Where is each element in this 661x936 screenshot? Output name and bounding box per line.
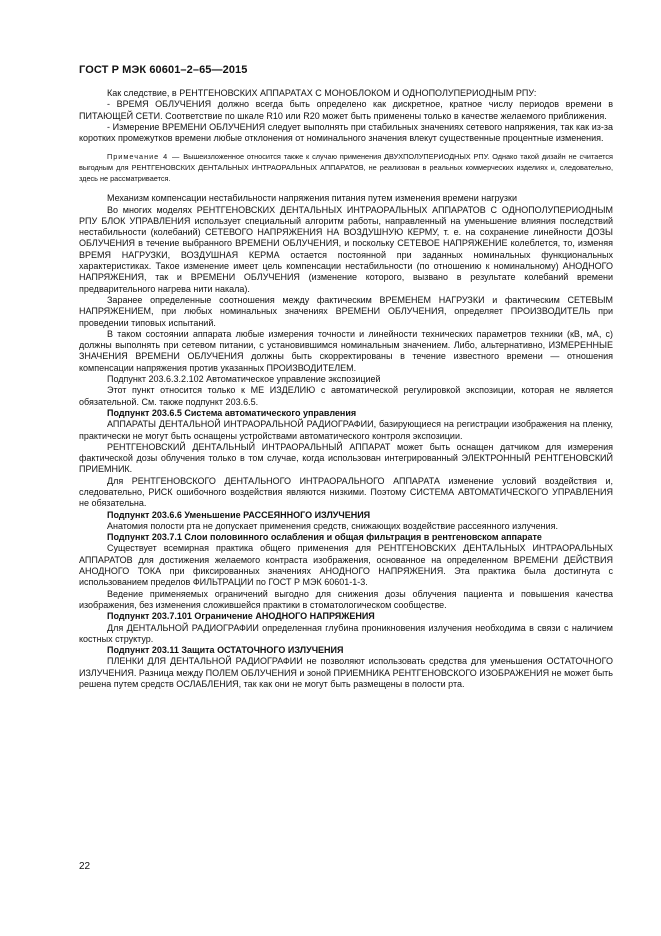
subclause-heading: Подпункт 203.7.101 Ограничение АНОДНОГО НАПРЯЖЕНИЯ bbox=[107, 611, 375, 622]
paragraph: РЕНТГЕНОВСКИЙ ДЕНТАЛЬНЫЙ ИНТРАОРАЛЬНЫЙ АППАРАТ может быть оснащен датчиком для измерения фактической дозы облучения только в том случае, когда использован интегрированный ЭЛЕКТРОННЫЙ РЕНТГЕНОВСКИЙ ПРИЕМНИК. bbox=[79, 441, 613, 475]
paragraph: Механизм компенсации нестабильности напряжения питания путем изменения времени нагрузки bbox=[107, 193, 518, 204]
document-body bbox=[79, 88, 613, 690]
paragraph: Анатомия полости рта не допускает применения средств, снижающих воздействие рассеянного излучения. bbox=[107, 520, 559, 531]
paragraph: Во многих моделях РЕНТГЕНОВСКИХ ДЕНТАЛЬНЫХ ИНТРАОРАЛЬНЫХ АППАРАТОВ С ОДНОПОЛУПЕРИОДНЫМ РПУ БЛОК УПРАВЛЕНИЯ использует специальный алгоритм работы, направленный на уменьшение влияния последствий нестабильности (колебаний) СЕТЕВОГО НАПРЯЖЕНИЯ НА ВОЗДУШНУЮ КЕРМУ, т. е. на сохранение линейности ДОЗЫ ОБЛУЧЕНИЯ в течение выбранного ВРЕМЕНИ ОБЛУЧЕНИЯ, и поскольку СЕТЕВОЕ НАПРЯЖЕНИЕ колеблется, то, изменяя ВРЕМЯ НАГРУЗКИ, ВОЗДУШНАЯ КЕРМА остается постоянной при заданных номинальных функциональных характеристиках. Такое изменение имеет цель компенсации нестабильности (по отношению к номинальному) АНОДНОГО НАПРЯЖЕНИЯ, так и ВРЕМЕНИ ОБЛУЧЕНИЯ (изменение которого, вызвано в результате колебаний времени предварительного нагрева нити накала). bbox=[79, 204, 613, 294]
paragraph: - ВРЕМЯ ОБЛУЧЕНИЯ должно всегда быть определено как дискретное, кратное числу периодов времени в ПИТАЮЩЕЙ СЕТИ. Соответствие по шкале R10 или R20 может быть применены только в качестве желаемого приближения. bbox=[79, 99, 613, 121]
page-number: 22 bbox=[79, 861, 91, 872]
subclause-heading: Подпункт 203.6.6 Уменьшение РАССЕЯННОГО ИЗЛУЧЕНИЯ bbox=[107, 509, 371, 520]
note-text: Вышеизложенное относится также к случаю применения ДВУХПОЛУПЕРИОДНЫХ РПУ. Однако такой дизайн не считается выгодным для РЕНТГЕНОВСКИХ ДЕНТАЛЬНЫХ ИНТРАОРАЛЬНЫХ АППАРАТОВ, не реализован в реальных коммерческих изделиях и, следовательно, здесь не рассматривается. bbox=[79, 152, 613, 183]
paragraph: ПЛЕНКИ ДЛЯ ДЕНТАЛЬНОЙ РАДИОГРАФИИ не позволяют использовать средства для уменьшения ОСТАТОЧНОГО ИЗЛУЧЕНИЯ. Разница между ПОЛЕМ ОБЛУЧЕНИЯ и зоной ПРИЕМНИКА РЕНТГЕНОВСКОГО ИЗОБРАЖЕНИЯ не может быть решена путем средств ОСЛАБЛЕНИЯ, так как они не могут быть размещены в полости рта. bbox=[79, 656, 613, 690]
subclause-heading: Подпункт 203.6.5 Система автоматического управления bbox=[107, 407, 357, 418]
note-label: Примечание 4 — bbox=[107, 152, 181, 162]
subclause-heading: Подпункт 203.11 Защита ОСТАТОЧНОГО ИЗЛУЧЕНИЯ bbox=[107, 645, 344, 656]
paragraph: Как следствие, в РЕНТГЕНОВСКИХ АППАРАТАХ С МОНОБЛОКОМ И ОДНОПОЛУПЕРИОДНЫМ РПУ: bbox=[107, 88, 537, 98]
paragraph: Этот пункт относится только к МЕ ИЗДЕЛИЮ с автоматической регулировкой экспозиции, которая не является обязательной. См. также подпункт 203.6.5. bbox=[79, 385, 613, 407]
subclause-heading: Подпункт 203.7.1 Слои половинного ослабления и общая фильтрация в рентгеновском аппарате bbox=[107, 532, 542, 543]
paragraph: Для РЕНТГЕНОВСКОГО ДЕНТАЛЬНОГО ИНТРАОРАЛЬНОГО АППАРАТА изменение условий воздействия и, следовательно, РИСК ошибочного воздействия являются низкими. Поэтому СИСТЕМА АВТОМАТИЧЕСКОГО УПРАВЛЕНИЯ не обязательна. bbox=[79, 475, 613, 509]
note-paragraph bbox=[79, 152, 613, 184]
paragraph: Заранее определенные соотношения между фактическим ВРЕМЕНЕМ НАГРУЗКИ и фактическим СЕТЕВЫМ НАПРЯЖЕНИЕМ, при любых номинальных значениях ВРЕМЕНИ ОБЛУЧЕНИЯ, определяет ПРОИЗВОДИТЕЛЬ при проведении типовых испытаний. bbox=[79, 294, 613, 328]
paragraph: Существует всемирная практика общего применения для РЕНТГЕНОВСКИХ ДЕНТАЛЬНЫХ ИНТРАОРАЛЬНЫХ АППАРАТОВ для достижения желаемого контраста изображения, основанное на определенном ВРЕМЕНИ ДЕЙСТВИЯ АНОДНОГО ТОКА при фиксированных значениях АНОДНОГО НАПРЯЖЕНИЯ. Эта практика была достигнута с использованием пределов ФИЛЬТРАЦИИ по ГОСТ Р МЭК 60601-1-3. bbox=[79, 543, 613, 588]
document-header: ГОСТ Р МЭК 60601–2–65—2015 bbox=[79, 64, 248, 76]
paragraph: В таком состоянии аппарата любые измерения точности и линейности технических параметров техники (кВ, мА, с) должны выполнять при сетевом питании, с установившимся номинальным значением. Либо, альтернативно, ИЗМЕРЕННЫЕ ЗНАЧЕНИЯ ВРЕМЕНИ ОБЛУЧЕНИЯ должны быть скорректированы в течение известного времени — отношения компенсации напряжения против указанных ПРОИЗВОДИТЕЛЕМ. bbox=[79, 328, 613, 373]
paragraph: - Измерение ВРЕМЕНИ ОБЛУЧЕНИЯ следует выполнять при стабильных значениях сетевого напряжения, так как из-за коротких промежутков времени любые отклонения от номинального значения влекут существенные процентные изменения. bbox=[79, 121, 613, 144]
paragraph: Ведение применяемых ограничений выгодно для снижения дозы облучения пациента и повышения качества изображения, без изменения сложившейся практики в стоматологическом сообществе. bbox=[79, 588, 613, 610]
paragraph: АППАРАТЫ ДЕНТАЛЬНОЙ ИНТРАОРАЛЬНОЙ РАДИОГРАФИИ, базирующиеся на регистрации изображения на пленку, практически не могут быть оснащены устройствами автоматического контроля экспозиции. bbox=[79, 419, 613, 441]
paragraph: Для ДЕНТАЛЬНОЙ РАДИОГРАФИИ определенная глубина проникновения излучения необходима в связи с наличием костных структур. bbox=[79, 622, 613, 644]
paragraph: Подпункт 203.6.3.2.102 Автоматическое управление экспозицией bbox=[107, 374, 381, 385]
